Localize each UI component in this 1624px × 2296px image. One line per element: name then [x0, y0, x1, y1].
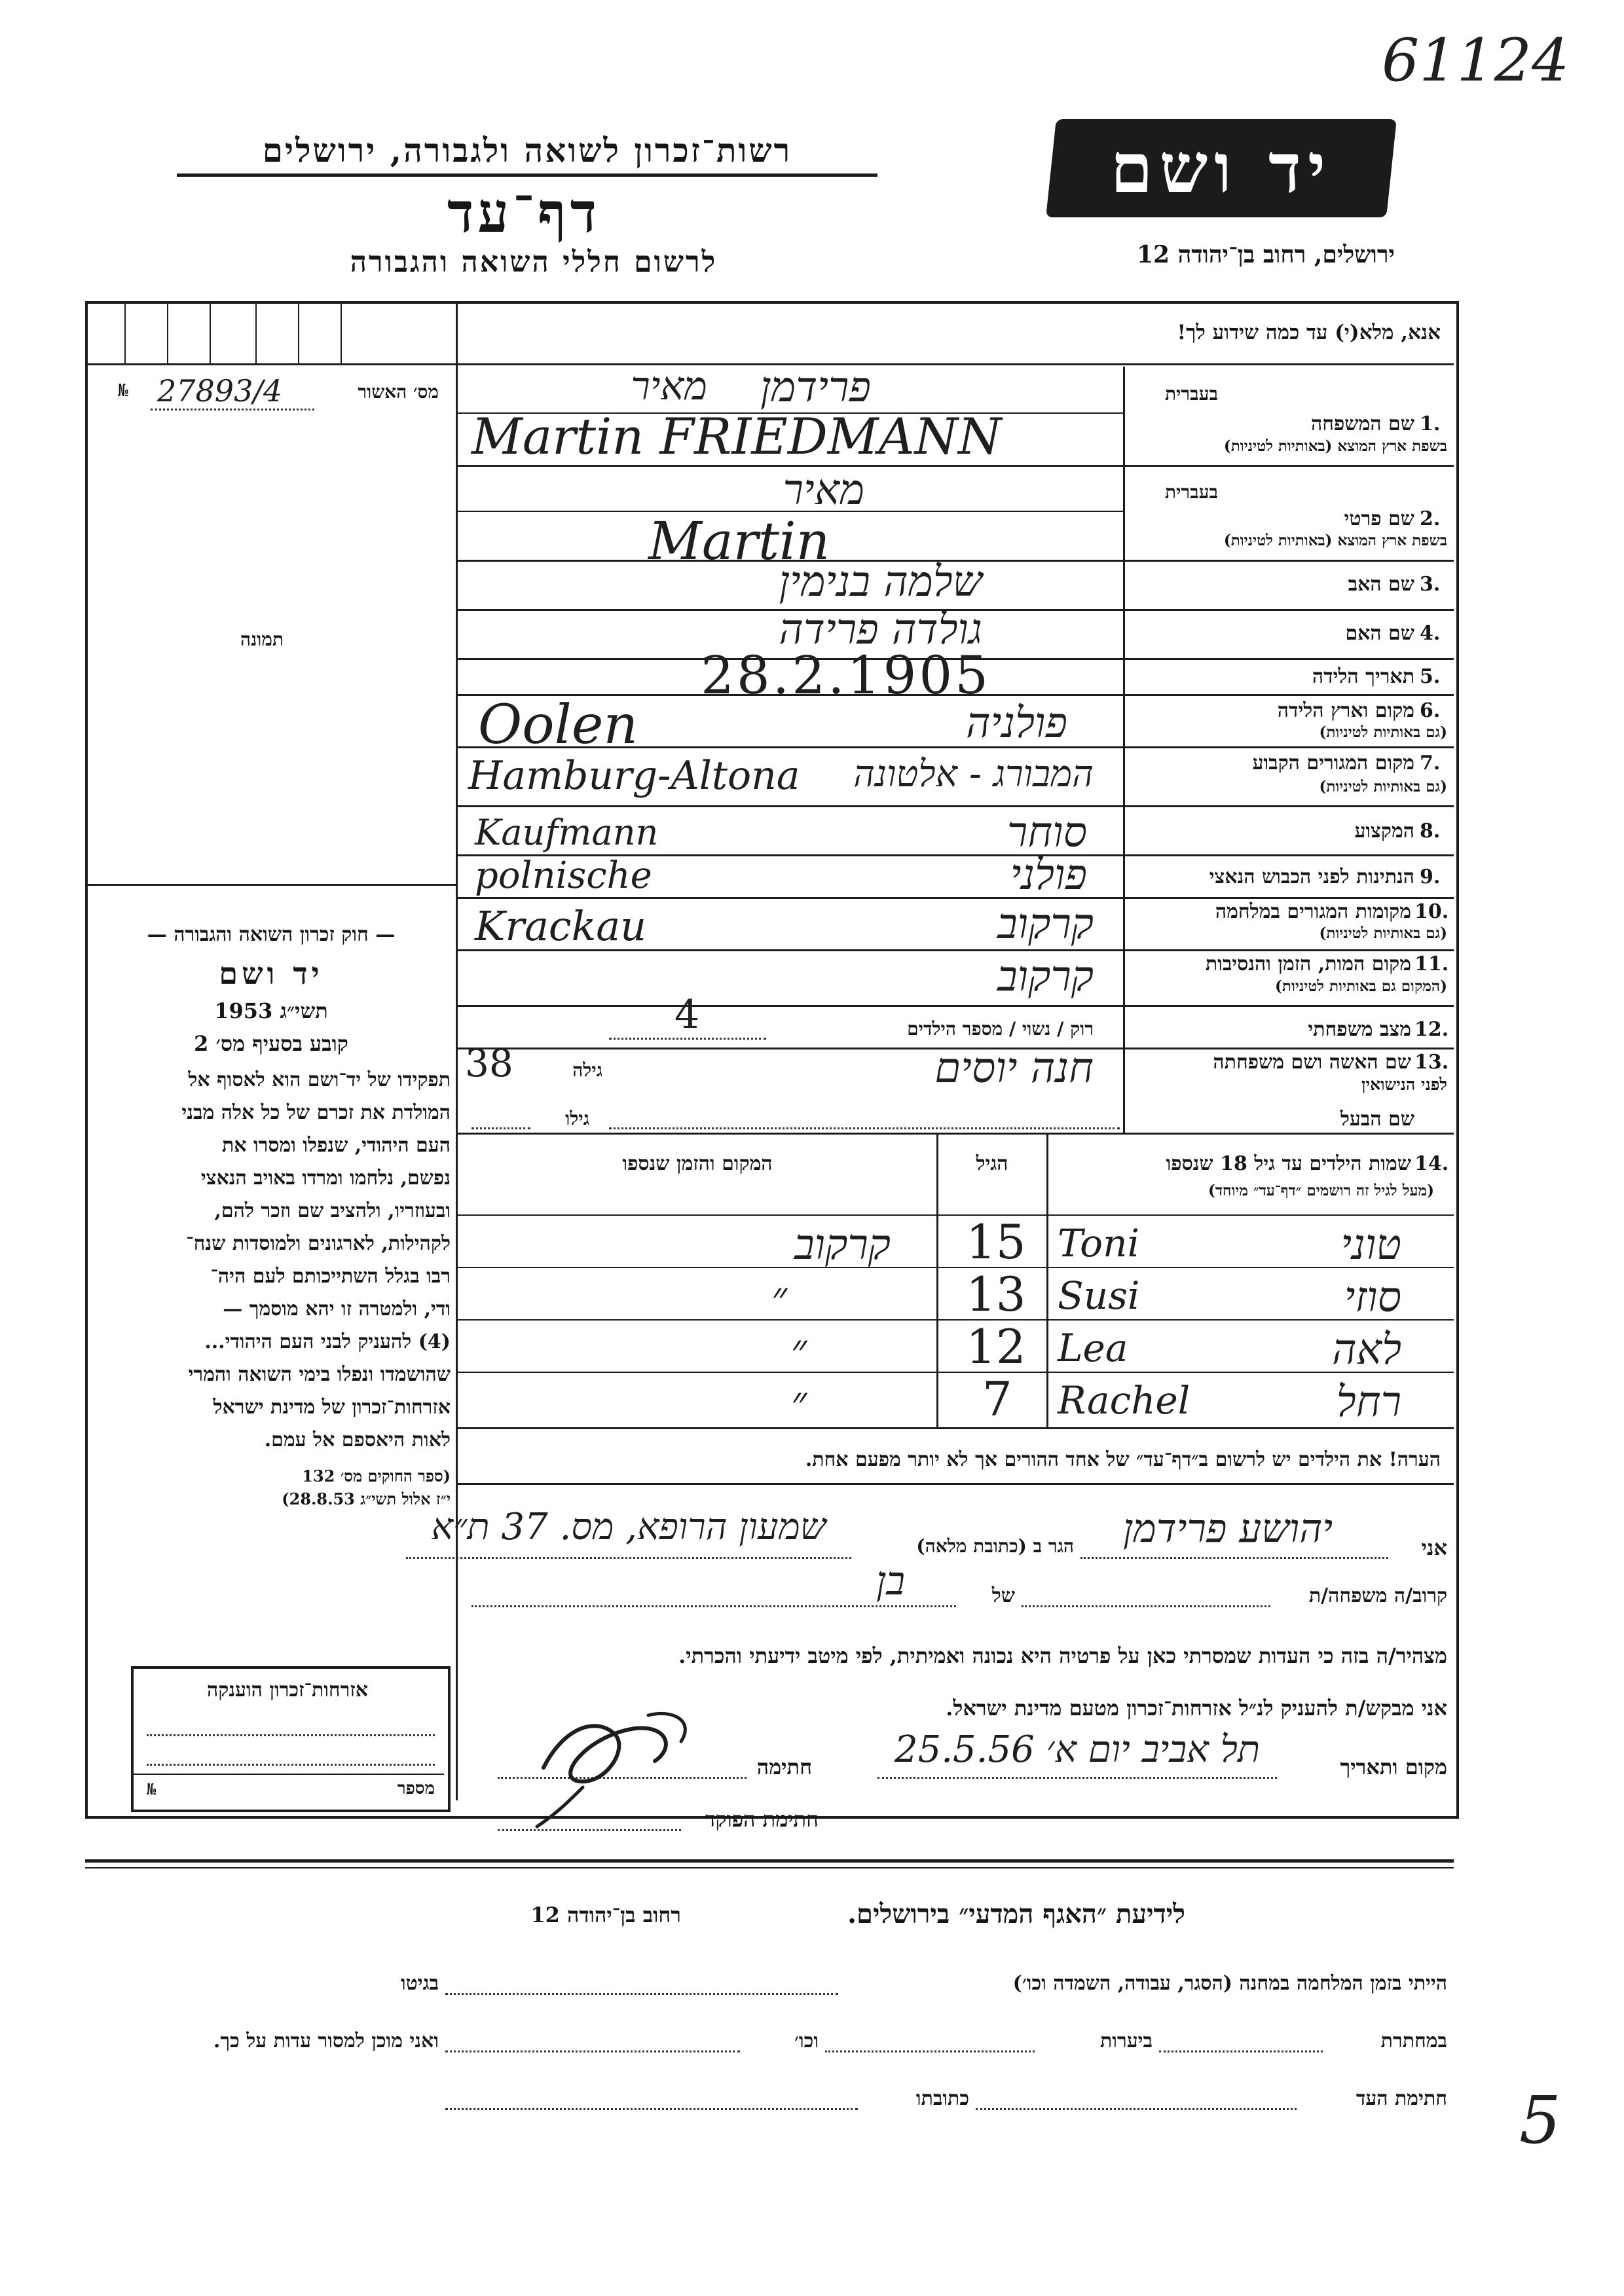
- child-4-latin: Rachel: [1058, 1378, 1190, 1423]
- f7-hebrew-value: המבורג - אלטונה: [853, 753, 1094, 795]
- tick-6: [341, 301, 342, 363]
- page-number: 5: [1519, 2082, 1561, 2159]
- f6-hebrew-value: פולניה: [966, 699, 1067, 748]
- decl-residing-label: הגר ב (כתובת מלאה): [916, 1535, 1074, 1557]
- footer-line2-dots-a: [1159, 2050, 1323, 2052]
- f6-latin-value: Oolen: [478, 694, 638, 756]
- children-num: 14.: [1414, 1152, 1449, 1175]
- footer-top-line-2: [85, 1867, 1454, 1868]
- child-1-hebrew: טוני: [1340, 1221, 1401, 1269]
- f13-age-label: גילה: [572, 1059, 602, 1081]
- law-text-4: נפשם, נלחמו ומרדו באויב הנאצי: [200, 1167, 451, 1190]
- tick-1: [124, 301, 126, 363]
- f11-num: 11.: [1414, 953, 1449, 975]
- f1-hebrew-label: בעברית: [1164, 383, 1218, 405]
- child-2-latin: Susi: [1058, 1273, 1140, 1318]
- citizenship-box: [131, 1666, 451, 1812]
- f4-label: שם האם: [1345, 622, 1414, 645]
- f11-label: מקום המות, הזמן והנסיבות: [1205, 953, 1411, 975]
- law-text-7: רבו בגלל השתייכותם לעם היה־: [210, 1265, 451, 1288]
- f3-num: 3.: [1420, 573, 1441, 596]
- f3-value: שלמה בנימין: [779, 558, 982, 606]
- child-1-place: קרקוב: [794, 1221, 891, 1269]
- left-column-divider: [456, 301, 458, 1800]
- child-2-hebrew: סוזי: [1344, 1273, 1401, 1322]
- footer-line2-dots-b: [825, 2050, 1035, 2052]
- f1-label: שם המשפחה: [1310, 412, 1414, 435]
- f5-label: תאריך הלידה: [1312, 665, 1414, 688]
- f3-label: שם האב: [1348, 573, 1414, 596]
- decl-place-date-label: מקום ותאריך: [1340, 1755, 1447, 1779]
- decl-of-label: של: [991, 1584, 1015, 1607]
- law-year: תשי״ג 1953: [214, 998, 328, 1023]
- f9-label: הנתינות לפני הכבוש הנאצי: [1209, 866, 1414, 888]
- footer-heading-address: רחוב בן־יהודה 12: [530, 1903, 681, 1927]
- decl-of-dots: [471, 1605, 956, 1607]
- husband-age-dots: [471, 1127, 530, 1129]
- citizenship-sep: [134, 1774, 444, 1775]
- law-text-3: העם היהודי, שנפלו ומסרו את: [221, 1134, 451, 1157]
- law-text-1: תפקידו של יד־ושם הוא לאסוף אל: [188, 1068, 451, 1091]
- child-3-place: ״: [790, 1326, 807, 1374]
- f8-num: 8.: [1420, 820, 1441, 843]
- footer-line2-d: ואני מוכן למסור עדות על כך.: [213, 2030, 439, 2052]
- f1-hebrew-value: פרידמן: [760, 363, 871, 412]
- f6-note: (גם באותיות לטיניות): [1319, 723, 1447, 741]
- f13-sublabel: לפני הנישואין: [1361, 1075, 1447, 1094]
- footer-line3-b: כתובתו: [915, 2087, 969, 2110]
- photo-label: תמונה: [240, 629, 284, 650]
- f8-latin-value: Kaufmann: [475, 812, 659, 853]
- child-4-age: 7: [982, 1372, 1012, 1427]
- f4-num: 4.: [1420, 622, 1441, 645]
- law-text-12: לאות היאספם אל עמם.: [264, 1429, 451, 1451]
- registration-field: [111, 373, 445, 412]
- intro-text: אנא, מלא(י) עד כמה שידוע לך!: [1177, 321, 1441, 344]
- form-title: דף־עד: [447, 180, 600, 245]
- law-clause: קובע בסעיף מס׳ 2: [194, 1031, 348, 1056]
- f6-num: 6.: [1420, 699, 1441, 722]
- decl-statement: מצהיר/ה בזה כי העדות שמסרתי כאן על פרטיה היא נכונה ואמיתית, לפי מיטב ידיעתי והכרתי.: [678, 1643, 1447, 1668]
- f9-num: 9.: [1420, 866, 1441, 888]
- f10-latin-value: Krackau: [475, 902, 647, 950]
- decl-relation-value: בן: [876, 1558, 906, 1604]
- child-2-age: 13: [966, 1267, 1026, 1322]
- f7-num: 7.: [1420, 752, 1441, 774]
- child-3-age: 12: [966, 1319, 1026, 1374]
- note-line: הערה! את הילדים יש לרשום ב״דף־עד״ של אחד ההורים אך לא יותר מפעם אחת.: [805, 1448, 1441, 1471]
- f7-note: (גם באותיות לטיניות): [1319, 778, 1447, 795]
- children-col-place: המקום והזמן שנספו: [622, 1152, 773, 1175]
- child-3-hebrew: לאה: [1332, 1326, 1401, 1374]
- archive-number: 61124: [1382, 26, 1570, 95]
- f12-num: 12.: [1414, 1018, 1449, 1041]
- child-1-age: 15: [966, 1214, 1026, 1269]
- footer-line1-start: הייתי בזמן המלחמה במחנה (הסגר, עבודה, השמדה וכו׳): [1012, 1972, 1447, 1995]
- law-text-6: לקהילות, לארגונים ולמוסדות שנח־: [186, 1232, 451, 1255]
- footer-line2-a: במחתרת: [1380, 2030, 1447, 2052]
- f13-value: חנה יוסים: [934, 1044, 1094, 1093]
- law-text-9: (4) להעניק לבני העם היהודי...: [204, 1330, 451, 1353]
- f2-hebrew-value: מאיר: [783, 466, 864, 515]
- f8-hebrew-value: סוחר: [1006, 809, 1087, 857]
- f4-value: גולדה פרידה: [779, 606, 982, 654]
- f1-native-value: Martin FRIEDMANN: [471, 407, 1002, 465]
- law-text-5: ובעוזריו, ולהציב שם וזכר להם,: [214, 1199, 451, 1222]
- children-header-sep: [456, 1214, 1454, 1216]
- registration-label: מס׳ האשור: [358, 381, 439, 403]
- footer-line1-dots: [445, 1993, 838, 1995]
- citizenship-number-label: מספר: [397, 1779, 435, 1798]
- footer-line2-c: וכו׳: [794, 2030, 819, 2052]
- f13-num: 13.: [1414, 1051, 1449, 1074]
- citizenship-dots-1: [147, 1734, 435, 1736]
- children-title: שמות הילדים עד גיל 18 שנספו: [1166, 1152, 1411, 1175]
- row-sep-11: [456, 1005, 1454, 1007]
- tick-2: [167, 301, 168, 363]
- child-3-latin: Lea: [1058, 1326, 1128, 1370]
- law-source-2: י״ז אלול תשי״ג 28.8.53): [282, 1489, 451, 1508]
- decl-ani-dots: [1080, 1557, 1388, 1559]
- decl-ani-value: יהושע פרידמן: [1122, 1506, 1333, 1552]
- tick-5: [298, 301, 299, 363]
- f9-hebrew-value: פולני: [1010, 851, 1087, 900]
- citizenship-title: אזרחות־זכרון הוענקה: [206, 1679, 369, 1702]
- law-box-top: [85, 884, 457, 886]
- footer-heading: לידיעת ״האגף המדעי״ בירושלים.: [847, 1899, 1185, 1929]
- footer-line2-dots-c: [445, 2050, 740, 2052]
- decl-official-dots: [498, 1829, 681, 1831]
- f10-num: 10.: [1414, 900, 1449, 923]
- children-bottom: [456, 1427, 1454, 1429]
- form-subtitle: לרשום חללי השואה והגבורה: [350, 246, 718, 279]
- husband-label: שם הבעל: [1340, 1108, 1414, 1131]
- f7-latin-value: Hamburg-Altona: [468, 753, 800, 799]
- footer-line1-end: בגיטו: [400, 1972, 439, 1995]
- f2-native-value: Martin: [648, 511, 830, 572]
- f12-children-dots: [609, 1038, 766, 1040]
- f8-label: המקצוע: [1354, 820, 1414, 843]
- husband-dots: [609, 1127, 1120, 1129]
- decl-ani-label: אני: [1421, 1535, 1447, 1560]
- child-4-hebrew: רחל: [1336, 1378, 1401, 1427]
- logo-text: יד ושם: [1110, 128, 1333, 208]
- row-sep-7: [456, 805, 1454, 807]
- note-bottom: [456, 1483, 1454, 1485]
- f13-age-value: 38: [465, 1041, 513, 1085]
- registration-value: 27893/4: [157, 373, 283, 409]
- footer-top-line: [85, 1859, 1454, 1863]
- children-col-age: הגיל: [976, 1152, 1008, 1175]
- citizenship-no-mark: №: [147, 1780, 157, 1798]
- child-2-place: ״: [771, 1273, 788, 1322]
- law-text-2: המולדת את זכרם של כל אלה מבני: [181, 1101, 451, 1124]
- row-sep-13: [456, 1133, 1454, 1135]
- decl-official-label: חתימת הפוקד: [705, 1807, 819, 1832]
- f6-label: מקום וארץ הלידה: [1277, 699, 1414, 722]
- child-1-latin: Toni: [1058, 1221, 1140, 1266]
- decl-place-date-dots: [877, 1777, 1277, 1779]
- f5-num: 5.: [1420, 665, 1441, 688]
- label-column-divider: [1123, 367, 1125, 1133]
- decl-request: אני מבקש/ת להעניק לנ״ל אזרחות־זכרון מטעם מדינת ישראל.: [946, 1696, 1447, 1721]
- authority-title: רשות־זכרון לשואה ולגבורה, ירושלים: [177, 131, 877, 177]
- f12-label: מצב משפחתי: [1308, 1018, 1411, 1041]
- husband-age-label: גילו: [565, 1108, 589, 1129]
- children-subtitle: (מעל לגיל זה רושמים ״דף־עד״ מיוחד): [1208, 1182, 1434, 1199]
- law-name: יד ושם: [219, 956, 323, 991]
- registration-no-mark: №: [118, 381, 128, 401]
- law-text-11: אזרחות־זכרון של מדינת ישראל: [213, 1396, 451, 1419]
- citizenship-dots-2: [147, 1764, 435, 1766]
- footer-line2-b: ביערות: [1099, 2030, 1153, 2052]
- f1-num: 1.: [1420, 412, 1441, 435]
- decl-relative-dots: [1022, 1605, 1270, 1607]
- f2-native-label: בשפת ארץ המוצא (באותיות לטיניות): [1223, 532, 1447, 549]
- f10-note: (גם באותיות לטיניות): [1319, 924, 1447, 942]
- decl-signature-label: חתימה: [756, 1755, 812, 1779]
- f9-latin-value: polnische: [475, 854, 652, 897]
- yad-vashem-logo: [1046, 119, 1397, 217]
- f12-children-count: 4: [674, 992, 700, 1038]
- children-col-age-divider: [936, 1133, 938, 1427]
- f1-hebrew-given: מאיר: [631, 363, 707, 409]
- law-text-8: ודי, ולמטרה זו יהא מוסמך —: [223, 1298, 451, 1321]
- f1-native-label: בשפת ארץ המוצא (באותיות לטיניות): [1223, 437, 1447, 455]
- tick-3: [210, 301, 211, 363]
- decl-place-date-value: תל אביב יום א׳ 25.5.56: [894, 1728, 1261, 1771]
- f10-hebrew-value: קרקוב: [997, 900, 1094, 949]
- tick-row-bottom: [85, 363, 457, 365]
- child-4-place: ״: [790, 1378, 807, 1427]
- law-line1: — חוק זכרון השואה והגבורה —: [147, 923, 396, 946]
- children-col-name-divider: [1046, 1133, 1048, 1427]
- f10-label: מקומות המגורים במלחמה: [1215, 900, 1411, 923]
- decl-address-dots: [406, 1557, 851, 1559]
- f2-num: 2.: [1420, 507, 1441, 530]
- law-source-1: (ספר החוקים מס׳ 132: [302, 1467, 451, 1485]
- f2-label: שם פרטי: [1344, 507, 1414, 530]
- f7-label: מקום המגורים הקבוע: [1252, 752, 1414, 774]
- footer-line3-dots-b: [445, 2108, 858, 2110]
- f2-hebrew-label: בעברית: [1164, 481, 1218, 503]
- tick-4: [255, 301, 257, 363]
- footer-line3-a: חתימת העד: [1356, 2087, 1447, 2110]
- decl-address-value: שמעון הרופא, מס. 37 ת״א: [431, 1506, 826, 1548]
- header-address: ירושלים, רחוב בן־יהודה 12: [1136, 241, 1395, 268]
- f11-hebrew-value: קרקוב: [997, 953, 1094, 1001]
- decl-relative-label: קרוב/ה משפחה/ת: [1308, 1584, 1447, 1607]
- f13-label: שם האשה ושם משפחתה: [1213, 1051, 1411, 1074]
- f12-status-options: רוק / נשוי / מספר הילדים: [907, 1018, 1094, 1040]
- footer-line3-dots-a: [976, 2108, 1297, 2110]
- law-text-10: שהושמדו ונפלו בימי השואה והמרי: [188, 1363, 451, 1386]
- f5-value: 28.2.1905: [701, 645, 991, 706]
- f11-note: (המקום גם באותיות לטיניות): [1275, 977, 1447, 995]
